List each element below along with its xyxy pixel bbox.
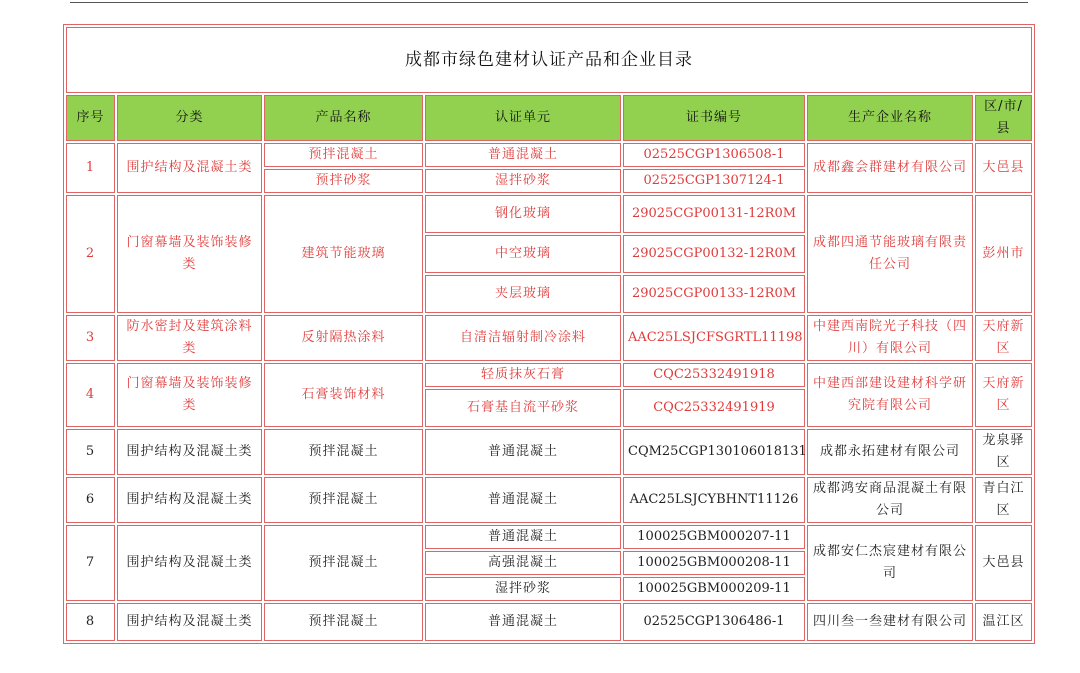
- row-cert-unit: 轻质抹灰石膏: [425, 363, 621, 387]
- table-title: 成都市绿色建材认证产品和企业目录: [66, 27, 1032, 93]
- table-row: [66, 477, 1032, 523]
- row-cert-number: 02525CGP1307124-1: [623, 169, 805, 193]
- row-cert-number: AAC25LSJCYBHNT11126: [623, 477, 805, 523]
- row-district: 天府新区: [975, 363, 1032, 427]
- row-product: 预拌混凝土: [264, 143, 423, 167]
- row-category: 围护结构及混凝土类: [117, 429, 262, 475]
- row-company: 中建西部建设建材科学研究院有限公司: [807, 363, 973, 427]
- header-cert-unit: 认证单元: [425, 95, 621, 141]
- title-row: [66, 27, 1032, 93]
- row-serial: 2: [66, 195, 115, 313]
- row-serial: 1: [66, 143, 115, 193]
- header-category: 分类: [117, 95, 262, 141]
- row-serial: 6: [66, 477, 115, 523]
- row-category: 防水密封及建筑涂料类: [117, 315, 262, 361]
- row-cert-number: 02525CGP1306486-1: [623, 603, 805, 641]
- row-product: 预拌混凝土: [264, 525, 423, 601]
- header-cert-number: 证书编号: [623, 95, 805, 141]
- header-product-name: 产品名称: [264, 95, 423, 141]
- row-cert-number: CQM25CGP130106018131: [623, 429, 805, 475]
- row-company: 成都四通节能玻璃有限责任公司: [807, 195, 973, 313]
- row-company: 成都安仁杰宸建材有限公司: [807, 525, 973, 601]
- row-company: 中建西南院光子科技（四川）有限公司: [807, 315, 973, 361]
- row-cert-unit: 普通混凝土: [425, 143, 621, 167]
- row-district: 大邑县: [975, 143, 1032, 193]
- row-cert-number: 29025CGP00132-12R0M: [623, 235, 805, 273]
- table-row: [66, 429, 1032, 475]
- row-cert-unit: 湿拌砂浆: [425, 169, 621, 193]
- row-product: 预拌混凝土: [264, 477, 423, 523]
- row-cert-unit: 自清洁辐射制冷涂料: [425, 315, 621, 361]
- header-row: [66, 95, 1032, 141]
- row-product: 预拌砂浆: [264, 169, 423, 193]
- row-cert-unit: 普通混凝土: [425, 603, 621, 641]
- row-district: 青白江区: [975, 477, 1032, 523]
- row-cert-unit: 中空玻璃: [425, 235, 621, 273]
- row-product: 反射隔热涂料: [264, 315, 423, 361]
- header-serial: 序号: [66, 95, 115, 141]
- row-district: 彭州市: [975, 195, 1032, 313]
- row-cert-number: 100025GBM000207-11: [623, 525, 805, 549]
- header-district: 区/市/县: [975, 95, 1032, 141]
- row-company: 四川叁一叁建材有限公司: [807, 603, 973, 641]
- row-product: 建筑节能玻璃: [264, 195, 423, 313]
- row-district: 龙泉驿区: [975, 429, 1032, 475]
- header-company: 生产企业名称: [807, 95, 973, 141]
- table-row: [66, 603, 1032, 641]
- row-category: 围护结构及混凝土类: [117, 525, 262, 601]
- page-top-rule: [70, 2, 1028, 3]
- row-cert-number: CQC25332491919: [623, 389, 805, 427]
- row-serial: 5: [66, 429, 115, 475]
- row-serial: 7: [66, 525, 115, 601]
- row-district: 大邑县: [975, 525, 1032, 601]
- row-cert-unit: 石膏基自流平砂浆: [425, 389, 621, 427]
- row-cert-unit: 夹层玻璃: [425, 275, 621, 313]
- row-category: 门窗幕墙及装饰装修类: [117, 195, 262, 313]
- row-category: 门窗幕墙及装饰装修类: [117, 363, 262, 427]
- row-district: 天府新区: [975, 315, 1032, 361]
- row-company: 成都鸿安商品混凝土有限公司: [807, 477, 973, 523]
- row-district: 温江区: [975, 603, 1032, 641]
- row-cert-unit: 高强混凝土: [425, 551, 621, 575]
- row-company: 成都鑫会群建材有限公司: [807, 143, 973, 193]
- table-row: [66, 315, 1032, 361]
- row-product: 预拌混凝土: [264, 603, 423, 641]
- row-category: 围护结构及混凝土类: [117, 477, 262, 523]
- row-category: 围护结构及混凝土类: [117, 603, 262, 641]
- catalog-table: [63, 24, 1035, 644]
- row-product: 石膏装饰材料: [264, 363, 423, 427]
- table-row: [66, 525, 1032, 549]
- row-cert-unit: 钢化玻璃: [425, 195, 621, 233]
- row-cert-number: CQC25332491918: [623, 363, 805, 387]
- row-company: 成都永拓建材有限公司: [807, 429, 973, 475]
- table-row: [66, 195, 1032, 233]
- row-cert-number: 29025CGP00131-12R0M: [623, 195, 805, 233]
- row-product: 预拌混凝土: [264, 429, 423, 475]
- row-category: 围护结构及混凝土类: [117, 143, 262, 193]
- table-row: [66, 143, 1032, 167]
- row-cert-number: 29025CGP00133-12R0M: [623, 275, 805, 313]
- row-cert-number: 100025GBM000209-11: [623, 577, 805, 601]
- row-cert-unit: 湿拌砂浆: [425, 577, 621, 601]
- row-cert-number: 100025GBM000208-11: [623, 551, 805, 575]
- row-cert-number: AAC25LSJCFSGRTL11198: [623, 315, 805, 361]
- row-serial: 4: [66, 363, 115, 427]
- table-row: [66, 363, 1032, 387]
- row-cert-unit: 普通混凝土: [425, 477, 621, 523]
- row-serial: 8: [66, 603, 115, 641]
- row-cert-unit: 普通混凝土: [425, 525, 621, 549]
- row-serial: 3: [66, 315, 115, 361]
- row-cert-number: 02525CGP1306508-1: [623, 143, 805, 167]
- catalog-table-wrapper: [63, 24, 1035, 644]
- row-cert-unit: 普通混凝土: [425, 429, 621, 475]
